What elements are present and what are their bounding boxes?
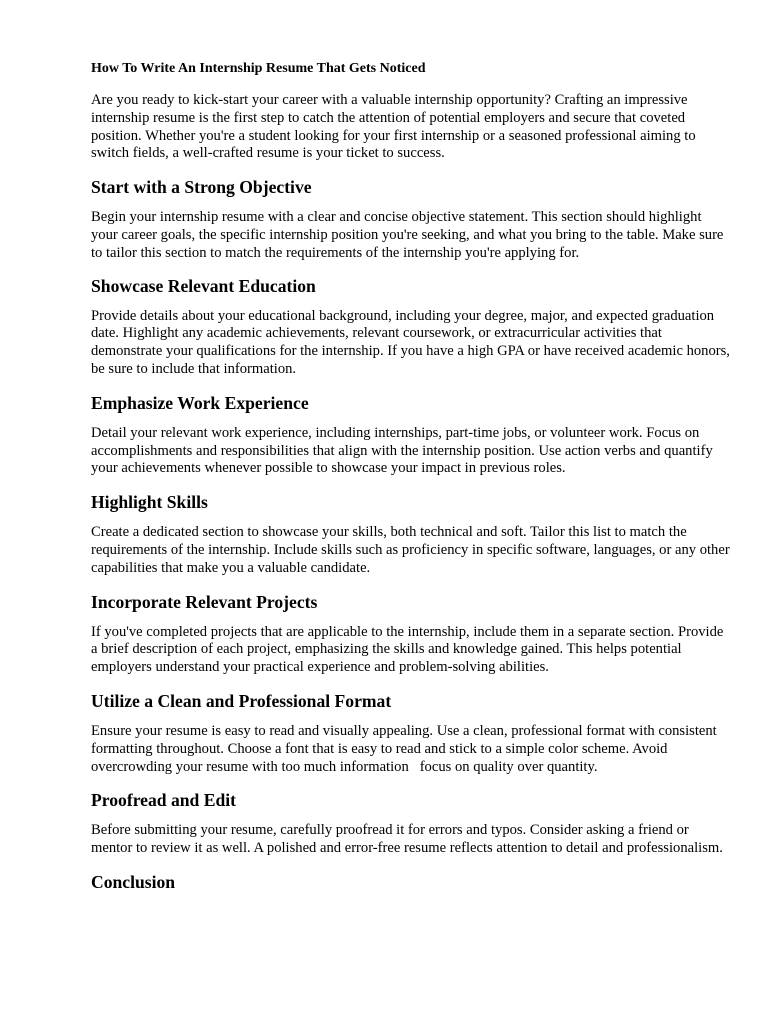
section-body: Detail your relevant work experience, including internships, part-time jobs, or volunteer work. Focus on accomplishments and responsibilities that align with the internship position. Use action verbs and quantify your achievements whenever possible to showcase your impact in previous roles. bbox=[91, 424, 713, 477]
section-body: Provide details about your educational background, including your degree, major, and expected graduation date. Highlight any academic achievements, relevant coursework, or extracurricular activities that demonstrate your qualifications for the internship. If you have a high GPA or have received academic honors, be sure to include that information. bbox=[91, 307, 730, 377]
section-education bbox=[91, 275, 731, 379]
document-title: How To Write An Internship Resume That Gets Noticed bbox=[91, 61, 426, 76]
section-heading: Start with a Strong Objective bbox=[91, 177, 312, 198]
section-heading: Highlight Skills bbox=[91, 492, 208, 513]
document-page bbox=[91, 60, 731, 904]
section-body: If you've completed projects that are applicable to the internship, include them in a separate section. Provide a brief description of each project, emphasizing the skills and knowledge gained. This helps potential employers understand your practical experience and problem-solving abilities. bbox=[91, 623, 724, 676]
intro-paragraph: Are you ready to kick-start your career with a valuable internship opportunity? Crafting an impressive internship resume is the first step to catch the attention of potential employers and secure that coveted position. Whether you're a student looking for your first internship or a seasoned professional aiming to switch fields, a well-crafted resume is your ticket to success. bbox=[91, 92, 696, 162]
section-skills bbox=[91, 491, 731, 577]
section-body: Ensure your resume is easy to read and visually appealing. Use a clean, professional format with consistent formatting throughout. Choose a font that is easy to read and stick to a simple color scheme. Avoid overcrowding your resume with too much information focus on quality over quantity. bbox=[91, 722, 717, 775]
section-body: Begin your internship resume with a clear and concise objective statement. This section should highlight your career goals, the specific internship position you're seeking, and what you bring to the table. Make sure to tailor this section to match the requirements of the internship you're applying for. bbox=[91, 209, 724, 261]
section-heading: Incorporate Relevant Projects bbox=[91, 591, 318, 612]
section-body: Before submitting your resume, carefully proofread it for errors and typos. Consider asking a friend or mentor to review it as well. A polished and error-free resume reflects attention to detail and professionalism. bbox=[91, 822, 723, 857]
section-projects bbox=[91, 591, 731, 677]
section-heading: Showcase Relevant Education bbox=[91, 275, 316, 296]
section-heading: Conclusion bbox=[91, 871, 176, 892]
section-objective bbox=[91, 176, 731, 262]
section-conclusion bbox=[91, 871, 731, 893]
section-heading: Utilize a Clean and Professional Format bbox=[91, 690, 392, 711]
section-proofread bbox=[91, 789, 731, 858]
section-body: Create a dedicated section to showcase your skills, both technical and soft. Tailor this list to match the requirements of the internship. Include skills such as proficiency in specific software, languages, or any other capabilities that make you a valuable candidate. bbox=[91, 524, 730, 576]
section-work-experience bbox=[91, 392, 731, 478]
section-heading: Proofread and Edit bbox=[91, 790, 237, 811]
section-heading: Emphasize Work Experience bbox=[91, 392, 309, 413]
section-format bbox=[91, 690, 731, 776]
